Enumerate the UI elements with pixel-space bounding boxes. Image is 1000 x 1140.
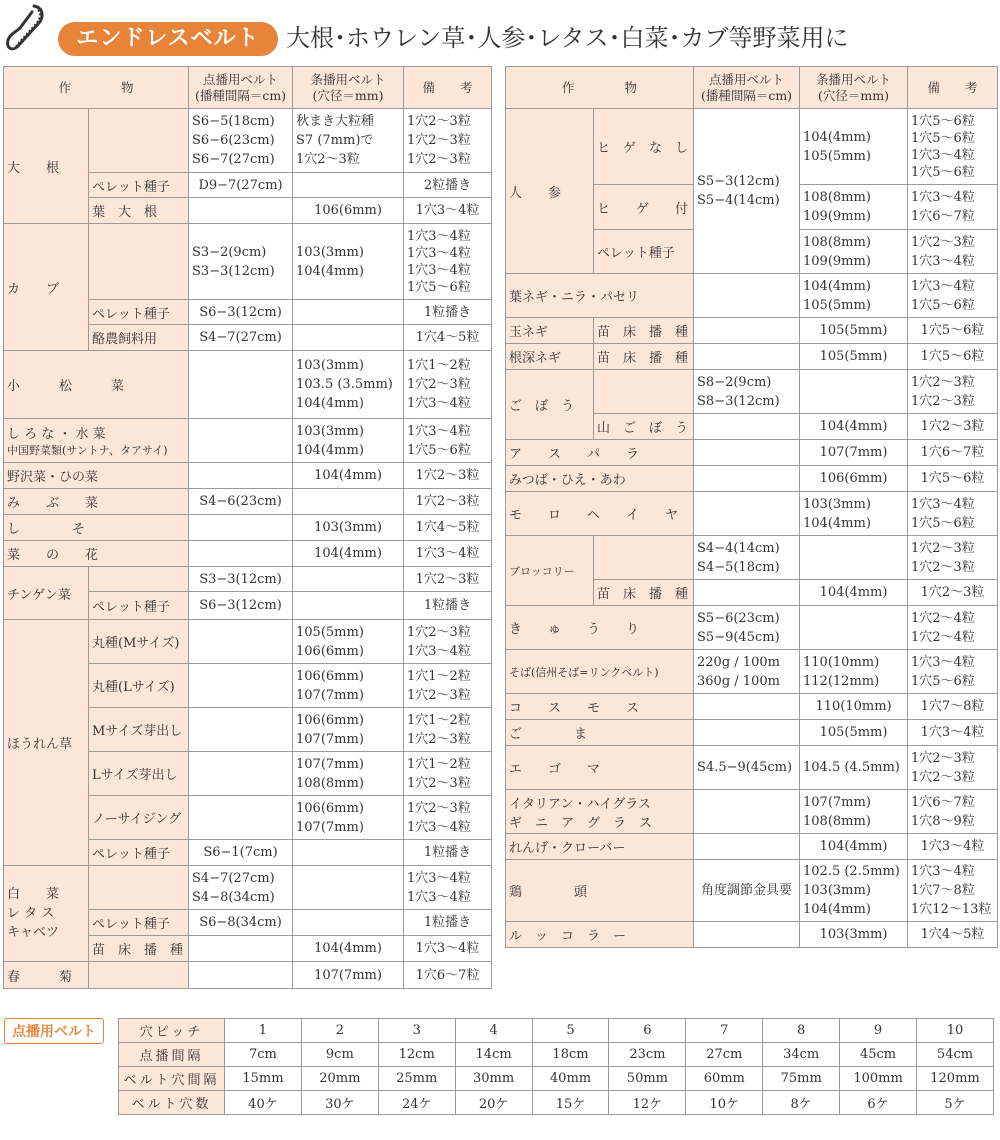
table-cell: 105(5mm): [800, 720, 908, 746]
table-row: [4, 962, 492, 989]
table-cell: し そ: [4, 515, 189, 541]
belt-row-label: ベルト穴数: [119, 1091, 225, 1115]
col-header-dot-belt: 点播用ベルト (播種間隔＝cm): [189, 67, 293, 109]
belt-row-label: 穴ピッチ: [119, 1019, 225, 1043]
table-cell: 1穴2〜3粒: [404, 567, 492, 592]
belt-cell: 40mm: [532, 1067, 609, 1091]
table-cell: 1穴2〜3粒: [404, 489, 492, 515]
table-cell: 葉 大 根: [89, 198, 189, 224]
table-cell: [694, 318, 800, 344]
table-cell: [293, 300, 404, 325]
belt-cell: 2: [301, 1019, 378, 1043]
belt-cell: 23cm: [609, 1043, 686, 1067]
table-cell: [89, 224, 189, 300]
table-cell: 酪農飼料用: [89, 325, 189, 351]
table-cell: 1穴6〜7粒: [908, 440, 998, 466]
table-cell: S4−4(14cm) S4−5(18cm): [694, 536, 800, 580]
table-row: [506, 492, 998, 536]
table-cell: 104(4mm) 105(5mm): [800, 274, 908, 318]
table-cell: [189, 351, 293, 419]
belt-cell: 7: [686, 1019, 763, 1043]
table-cell: 1穴3〜4粒: [404, 936, 492, 962]
table-cell: し ろ な ・ 水 菜 中国野菜類(サントナ、タアサイ): [4, 419, 189, 463]
table-cell: 107(7mm) 108(8mm): [800, 790, 908, 834]
table-cell: 玉ネギ: [506, 318, 594, 344]
belt-cell: 20ケ: [455, 1091, 532, 1115]
table-cell: 点播用ベルト (播種間隔＝cm): [694, 67, 800, 109]
table-row: [4, 541, 492, 567]
table-cell: ア ス パ ラ: [506, 440, 694, 466]
belt-cell: 12ケ: [609, 1091, 686, 1115]
table-cell: ペレット種子: [89, 300, 189, 325]
belt-cell: 100mm: [840, 1067, 917, 1091]
table-cell: 106(6mm): [800, 466, 908, 492]
table-cell: 1穴2〜3粒 1穴2〜3粒: [908, 536, 998, 580]
belt-cell: 9: [840, 1019, 917, 1043]
table-row: [506, 720, 998, 746]
table-cell: 1穴2〜3粒 1穴3〜4粒: [404, 796, 492, 840]
belt-cell: 50mm: [609, 1067, 686, 1091]
table-cell: 1穴2〜3粒: [908, 414, 998, 440]
table-cell: [189, 198, 293, 224]
belt-cell: 120mm: [917, 1067, 994, 1091]
table-cell: S6−3(12cm): [189, 300, 293, 325]
table-cell: [293, 840, 404, 866]
table-cell: 苗 床 播 種: [594, 580, 694, 606]
table-row: [506, 834, 998, 860]
table-cell: [189, 796, 293, 840]
table-row: [506, 694, 998, 720]
table-cell: 110(10mm): [800, 694, 908, 720]
table-cell: 106(6mm) 107(7mm): [293, 708, 404, 752]
table-cell: [293, 866, 404, 910]
table-cell: 108(8mm) 109(9mm): [800, 185, 908, 230]
table-cell: イタリアン・ハイグラス ギ ニ ア グ ラ ス: [506, 790, 694, 834]
title-badge: エンドレスベルト: [58, 22, 278, 56]
crop-table-right: [505, 66, 998, 948]
table-cell: 苗 床 播 種: [594, 318, 694, 344]
table-cell: 1穴1〜2粒 1穴2〜3粒 1穴3〜4粒: [404, 351, 492, 419]
crop-kabu: カ ブ: [4, 224, 89, 351]
table-cell: 1穴1〜2粒 1穴2〜3粒: [404, 752, 492, 796]
table-cell: 1粒播き: [404, 592, 492, 620]
table-cell: き ゅ う り: [506, 606, 694, 650]
table-cell: 103(3mm): [293, 515, 404, 541]
table-cell: 1粒播き: [404, 910, 492, 936]
table-cell: [594, 370, 694, 414]
belt-loop-icon: [4, 2, 48, 54]
table-cell: ヒ ゲ な し: [594, 109, 694, 185]
table-cell: [89, 567, 189, 592]
table-cell: [694, 274, 800, 318]
table-cell: ペレット種子: [89, 840, 189, 866]
table-row: [506, 536, 998, 580]
table-cell: [293, 173, 404, 198]
belt-cell: 15mm: [225, 1067, 302, 1091]
table-cell: 104(4mm): [293, 541, 404, 567]
table-cell: 苗 床 播 種: [89, 936, 189, 962]
table-cell: S4.5−9(45cm): [694, 746, 800, 790]
table-cell: [800, 536, 908, 580]
table-cell: S6−8(34cm): [189, 910, 293, 936]
table-cell: ご ぼ う: [506, 370, 594, 440]
table-row: [506, 466, 998, 492]
table-row: [4, 224, 492, 300]
table-cell: 1穴2〜3粒 1穴2〜3粒: [908, 746, 998, 790]
table-row: [506, 922, 998, 948]
table-cell: 1穴2〜3粒 1穴2〜3粒: [908, 370, 998, 414]
table-row: [506, 274, 998, 318]
table-cell: 1穴1〜2粒 1穴2〜3粒: [404, 664, 492, 708]
belt-cell: 14cm: [455, 1043, 532, 1067]
crop-daikon: 大 根: [4, 109, 89, 224]
table-cell: 220g / 100m 360g / 100m: [694, 650, 800, 694]
table-cell: 1穴3〜4粒 1穴5〜6粒: [908, 650, 998, 694]
table-cell: Lサイズ芽出し: [89, 752, 189, 796]
table-cell: 1穴2〜3粒 1穴3〜4粒: [908, 230, 998, 274]
table-cell: コ ス モ ス: [506, 694, 694, 720]
table-cell: S8−2(9cm) S8−3(12cm): [694, 370, 800, 414]
table-cell: [594, 536, 694, 580]
table-row: [4, 620, 492, 664]
table-cell: 108(8mm) 109(9mm): [800, 230, 908, 274]
table-row: [506, 790, 998, 834]
table-cell: 1穴3〜4粒 1穴3〜4粒: [404, 866, 492, 910]
belt-row-label: 点播間隔: [119, 1043, 225, 1067]
table-row: [4, 866, 492, 910]
table-cell: ご ま: [506, 720, 694, 746]
table-cell: [189, 962, 293, 989]
table-cell: みつば・ひえ・あわ: [506, 466, 694, 492]
table-cell: そば(信州そば=リンクベルト): [506, 650, 694, 694]
table-cell: S5−3(12cm) S5−4(14cm): [694, 109, 800, 274]
table-cell: 105(5mm): [800, 318, 908, 344]
table-cell: [293, 567, 404, 592]
belt-cell: 24ケ: [378, 1091, 455, 1115]
table-cell: 1穴4〜5粒: [908, 922, 998, 948]
table-cell: 1穴4〜5粒: [404, 515, 492, 541]
table-cell: エ ゴ マ: [506, 746, 694, 790]
table-cell: 丸種(Lサイズ): [89, 664, 189, 708]
table-cell: 103(3mm) 103.5 (3.5mm) 104(4mm): [293, 351, 404, 419]
table-cell: [89, 866, 189, 910]
belt-cell: 30mm: [455, 1067, 532, 1091]
table-cell: 1穴3〜4粒: [908, 834, 998, 860]
table-cell: [189, 463, 293, 489]
table-cell: [189, 752, 293, 796]
belt-cell: 6: [609, 1019, 686, 1043]
table-cell: モ ロ ヘ イ ヤ: [506, 492, 694, 536]
table-cell: ほうれん草: [4, 620, 89, 866]
table-cell: [694, 580, 800, 606]
belt-cell: 25mm: [378, 1067, 455, 1091]
table-row: [506, 650, 998, 694]
table-cell: 106(6mm): [293, 198, 404, 224]
sub-blank: [89, 109, 189, 173]
table-cell: [694, 720, 800, 746]
table-cell: S4−6(23cm): [189, 489, 293, 515]
table-cell: ペレット種子: [594, 230, 694, 274]
table-cell: み ぶ 菜: [4, 489, 189, 515]
table-cell: 山 ご ぼ う: [594, 414, 694, 440]
table-cell: 春 菊: [4, 962, 89, 989]
table-cell: 105(5mm): [800, 344, 908, 370]
table-cell: 1穴4〜5粒: [404, 325, 492, 351]
table-cell: [694, 440, 800, 466]
table-cell: 1穴3〜4粒: [404, 541, 492, 567]
table-cell: 107(7mm): [800, 440, 908, 466]
table-cell: [800, 370, 908, 414]
table-cell: 1穴5〜6粒 1穴5〜6粒 1穴3〜4粒 1穴5〜6粒: [908, 109, 998, 185]
belt-cell: 30ケ: [301, 1091, 378, 1115]
table-cell: 条播用ベルト (穴径＝mm): [800, 67, 908, 109]
belt-cell: 40ケ: [225, 1091, 302, 1115]
table-cell: 角度調節金具要: [694, 860, 800, 922]
table-cell: 1粒播き: [404, 840, 492, 866]
table-cell: S3−3(12cm): [189, 567, 293, 592]
table-cell: 丸種(Mサイズ): [89, 620, 189, 664]
table-cell: 1穴3〜4粒 1穴5〜6粒: [908, 274, 998, 318]
table-cell: [694, 466, 800, 492]
table-cell: [694, 694, 800, 720]
table-cell: [293, 592, 404, 620]
table-cell: 103(3mm) 104(4mm): [800, 492, 908, 536]
table-cell: [800, 606, 908, 650]
table-cell: [293, 325, 404, 351]
table-cell: S4−7(27cm) S4−8(34cm): [189, 866, 293, 910]
table-cell: 1穴3〜4粒 1穴7〜8粒 1穴12〜13粒: [908, 860, 998, 922]
belt-cell: 60mm: [686, 1067, 763, 1091]
table-cell: 1穴3〜4粒 1穴3〜4粒 1穴3〜4粒 1穴5〜6粒: [404, 224, 492, 300]
table-cell: ヒ ゲ 付: [594, 185, 694, 230]
table-cell: [189, 419, 293, 463]
belt-cell: 10ケ: [686, 1091, 763, 1115]
table-cell: [189, 708, 293, 752]
table-cell: 1穴3〜4粒: [908, 720, 998, 746]
table-cell: 人 参: [506, 109, 594, 274]
table-cell: S6−1(7cm): [189, 840, 293, 866]
table-cell: ノーサイジング: [89, 796, 189, 840]
table-cell: 1穴2〜3粒: [908, 580, 998, 606]
table-cell: 葉ネギ・ニラ・パセリ: [506, 274, 694, 318]
table-row: [506, 109, 998, 185]
col-header-row-belt: 条播用ベルト (穴径＝mm): [293, 67, 404, 109]
table-cell: 106(6mm) 107(7mm): [293, 796, 404, 840]
table-cell: 104(4mm): [800, 834, 908, 860]
table-cell: S4−7(27cm): [189, 325, 293, 351]
belt-cell: 45cm: [840, 1043, 917, 1067]
table-cell: 1穴3〜4粒 1穴6〜7粒: [908, 185, 998, 230]
table-cell: 104(4mm): [800, 414, 908, 440]
belt-cell: 1: [225, 1019, 302, 1043]
belt-cell: 10: [917, 1019, 994, 1043]
table-cell: 1穴2〜3粒: [404, 463, 492, 489]
table-cell: 102.5 (2.5mm) 103(3mm) 104(4mm): [800, 860, 908, 922]
table-cell: Mサイズ芽出し: [89, 708, 189, 752]
belt-row-label: ベルト穴間隔: [119, 1067, 225, 1091]
belt-spec-table: [118, 1018, 994, 1115]
table-cell: 104(4mm) 105(5mm): [800, 109, 908, 185]
table-cell: 104.5 (4.5mm): [800, 746, 908, 790]
table-cell: 秋まき大粒種 S7 (7mm)で 1穴2〜3粒: [293, 109, 404, 173]
table-cell: [189, 664, 293, 708]
belt-cell: 20mm: [301, 1067, 378, 1091]
belt-cell: 7cm: [225, 1043, 302, 1067]
table-cell: 110(10mm) 112(12mm): [800, 650, 908, 694]
table-cell: 1穴2〜3粒 1穴2〜3粒 1穴2〜3粒: [404, 109, 492, 173]
table-cell: ペレット種子: [89, 910, 189, 936]
table-cell: [189, 541, 293, 567]
table-row: [506, 318, 998, 344]
col-header-crop: 作 物: [4, 67, 189, 109]
belt-cell: 8: [763, 1019, 840, 1043]
table-cell: れんげ・クローバー: [506, 834, 694, 860]
table-cell: [694, 834, 800, 860]
belt-cell: 3: [378, 1019, 455, 1043]
table-row: [4, 463, 492, 489]
table-cell: 104(4mm): [800, 580, 908, 606]
table-cell: 104(4mm): [293, 463, 404, 489]
belt-cell: 12cm: [378, 1043, 455, 1067]
table-cell: 107(7mm) 108(8mm): [293, 752, 404, 796]
table-cell: [189, 620, 293, 664]
table-row: [506, 746, 998, 790]
belt-cell: 18cm: [532, 1043, 609, 1067]
belt-row: [119, 1043, 994, 1067]
table-cell: 105(5mm) 106(6mm): [293, 620, 404, 664]
table-cell: [694, 344, 800, 370]
table-cell: 1穴6〜7粒: [404, 962, 492, 989]
table-cell: 1穴7〜8粒: [908, 694, 998, 720]
col-header-notes: 備 考: [404, 67, 492, 109]
table-row: [4, 489, 492, 515]
crop-table-left: [3, 66, 492, 989]
table-cell: [694, 414, 800, 440]
page-subtitle: 大根･ホウレン草･人参･レタス･白菜･カブ等野菜用に: [286, 24, 849, 52]
table-cell: ブロッコリー: [506, 536, 594, 606]
table-row: [506, 860, 998, 922]
table-cell: 1穴5〜6粒: [908, 344, 998, 370]
table-cell: 103(3mm) 104(4mm): [293, 419, 404, 463]
table-cell: [189, 936, 293, 962]
table-cell: 菜 の 花: [4, 541, 189, 567]
belt-cell: 8ケ: [763, 1091, 840, 1115]
table-cell: 107(7mm): [293, 962, 404, 989]
table-row: [506, 606, 998, 650]
table-cell: S6−5(18cm) S6−6(23cm) S6−7(27cm): [189, 109, 293, 173]
table-cell: [293, 910, 404, 936]
belt-cell: 9cm: [301, 1043, 378, 1067]
table-cell: [293, 489, 404, 515]
table-cell: 103(3mm): [800, 922, 908, 948]
table-cell: ル ッ コ ラ ー: [506, 922, 694, 948]
table-cell: 1穴6〜7粒 1穴8〜9粒: [908, 790, 998, 834]
table-cell: S5−6(23cm) S5−9(45cm): [694, 606, 800, 650]
table-cell: 1穴5〜6粒: [908, 466, 998, 492]
table-cell: ペレット種子: [89, 173, 189, 198]
table-row: [506, 440, 998, 466]
table-row: [4, 351, 492, 419]
table-cell: 2粒播き: [404, 173, 492, 198]
table-cell: 備 考: [908, 67, 998, 109]
table-cell: 1穴3〜4粒 1穴5〜6粒: [908, 492, 998, 536]
table-cell: 1穴2〜3粒 1穴3〜4粒: [404, 620, 492, 664]
table-row: [4, 515, 492, 541]
table-cell: S6−3(12cm): [189, 592, 293, 620]
table-cell: 白 菜 レ タ ス キャベツ: [4, 866, 89, 962]
table-cell: [694, 790, 800, 834]
table-cell: 1穴5〜6粒: [908, 318, 998, 344]
belt-row: [119, 1019, 994, 1043]
belt-cell: 75mm: [763, 1067, 840, 1091]
table-cell: [694, 492, 800, 536]
belt-cell: 4: [455, 1019, 532, 1043]
belt-row: [119, 1091, 994, 1115]
table-row: [4, 109, 492, 173]
table-cell: 小 松 菜: [4, 351, 189, 419]
table-cell: S3−2(9cm) S3−3(12cm): [189, 224, 293, 300]
table-cell: 根深ネギ: [506, 344, 594, 370]
table-cell: 103(3mm) 104(4mm): [293, 224, 404, 300]
belt-cell: 5: [532, 1019, 609, 1043]
table-cell: 1穴3〜4粒 1穴5〜6粒: [404, 419, 492, 463]
table-cell: 1粒播き: [404, 300, 492, 325]
table-row: [506, 344, 998, 370]
table-cell: 野沢菜・ひの菜: [4, 463, 189, 489]
belt-row: [119, 1067, 994, 1091]
belt-cell: 54cm: [917, 1043, 994, 1067]
table-row: [506, 370, 998, 414]
table-header: [506, 67, 998, 109]
belt-cell: 34cm: [763, 1043, 840, 1067]
table-cell: 苗 床 播 種: [594, 344, 694, 370]
table-cell: 作 物: [506, 67, 694, 109]
table-cell: [89, 962, 189, 989]
table-cell: [694, 922, 800, 948]
belt-cell: 15ケ: [532, 1091, 609, 1115]
table-cell: 鶏 頭: [506, 860, 694, 922]
table-cell: [189, 515, 293, 541]
table-cell: ペレット種子: [89, 592, 189, 620]
table-cell: 106(6mm) 107(7mm): [293, 664, 404, 708]
belt-cell: 6ケ: [840, 1091, 917, 1115]
belt-label: 点播用ベルト: [4, 1018, 104, 1044]
table-row: [4, 419, 492, 463]
table-cell: チンゲン菜: [4, 567, 89, 620]
table-cell: 1穴2〜4粒 1穴2〜4粒: [908, 606, 998, 650]
table-cell: D9−7(27cm): [189, 173, 293, 198]
table-cell: 1穴1〜2粒 1穴2〜3粒: [404, 708, 492, 752]
belt-cell: 27cm: [686, 1043, 763, 1067]
table-row: [4, 567, 492, 592]
table-cell: 104(4mm): [293, 936, 404, 962]
table-header: [4, 67, 492, 109]
table-cell: 1穴3〜4粒: [404, 198, 492, 224]
belt-cell: 5ケ: [917, 1091, 994, 1115]
